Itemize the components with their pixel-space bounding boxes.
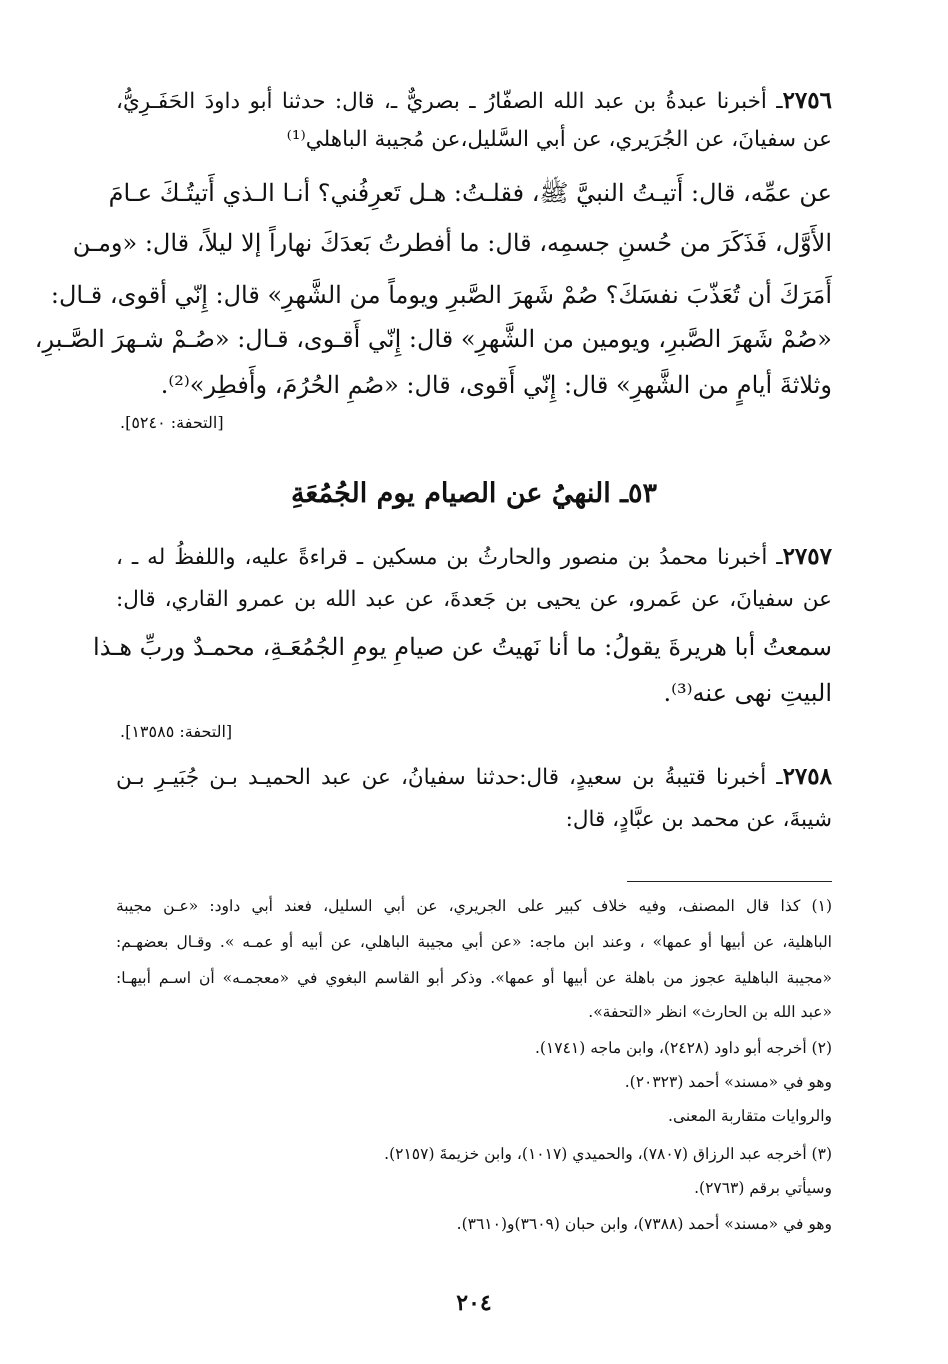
footnote-line: «عبد الله بن الحارث» انظر «التحفة».: [588, 1003, 832, 1021]
hadith-2756-line-1: ٢٧٥٦ـ أخبرنا عبدةُ بن عبد الله الصفّارُ ـ بصريٌّ ـ، قال: حدثنا أبو داودَ الحَفَـرِيُّ،: [116, 87, 832, 114]
hadith-2758-line-1: ٢٧٥٨ـ أخبرنا قتيبةُ بن سعيدٍ، قال:حدثنا سفيانُ، عن عبد الحميـد بـن جُبَيـرِ بـن: [116, 763, 832, 790]
tuhfa-reference: [التحفة: ١٣٥٨٥].: [120, 722, 233, 741]
section-heading: ٥٣ـ النهيُ عن الصيام يوم الجُمُعَةِ: [290, 478, 658, 509]
hadith-number: ٢٧٥٦: [782, 87, 832, 114]
footnote-line: «مجيبة الباهلية عجوز من باهلة عن أبيها أو عمها». وذكر أبو القاسم البغوي في «معجمـه» أن اسـم أبيهـا:: [116, 969, 832, 987]
hadith-2757-line-4: البيتِ نهى عنه⁽³⁾.: [663, 679, 832, 707]
footnote-line: وسيأتي برقم (٢٧٦٣).: [694, 1179, 832, 1197]
hadith-2756-line-6: «صُمْ شَهرَ الصَّبرِ، ويومين من الشَّهرِ» قال: إِنّي أَقـوى، قـال: «صُـمْ شـهرَ الصَّـبرِ،: [34, 325, 832, 353]
hadith-2756-line-3: عن عمِّه، قال: أَتيـتُ النبيَّ ﷺ، فقلـتُ: هـل تَعرِفُني؟ أنـا الـذي أَتيتُـكَ عـامَ: [108, 179, 832, 207]
footnote-line: (١) كذا قال المصنف، وفيه خلاف كبير على الجريري، عن أبي السليل، فعند أبي داود: «عـن مجيبة: [116, 897, 832, 915]
tuhfa-reference: [التحفة: ٥٢٤٠].: [120, 413, 224, 432]
hadith-2757-line-3: سمعتُ أبا هريرةَ يقولُ: ما أنا نَهيتُ عن صيامِ يومِ الجُمُعَـةِ، محمـدٌ وربِّ هـذا: [93, 633, 832, 661]
footnote-line: وهو في «مسند» أحمد (٧٣٨٨)، وابن حبان (٣٦٠٩)و(٣٦١٠).: [456, 1215, 832, 1233]
footnote-line: (٣) أخرجه عبد الرزاق (٧٨٠٧)، والحميدي (١٠١٧)، وابن خزيمةَ (٢١٥٧).: [384, 1145, 832, 1163]
hadith-2757-line-1: ٢٧٥٧ـ أخبرنا محمدُ بن منصور والحارثُ بن مسكين ـ قراءةً عليه، واللفظُ له ـ ،: [116, 543, 832, 570]
footnote-divider: [627, 881, 832, 882]
footnote-line: وهو في «مسند» أحمد (٢٠٣٢٣).: [624, 1073, 832, 1091]
footnote-line: الباهلية، عن أبيها أو عمها» ، وعند ابن ماجه: «عن أبي مجيبة الباهلي، عن أبيه أو عمـه ». وقـال بعضهـم:: [116, 933, 832, 951]
footnote-line: والروايات متقاربة المعنى.: [668, 1107, 832, 1125]
hadith-number: ٢٧٥٨: [782, 763, 832, 790]
hadith-2756-line-5: أَمَرَكَ أن تُعَذّبَ نفسَكَ؟ صُمْ شَهرَ الصَّبرِ ويوماً من الشَّهرِ» قال: إِنّي أقوى، قـال:: [50, 281, 832, 309]
footnote-line: (٢) أخرجه أبو داود (٢٤٢٨)، وابن ماجه (١٧٤١).: [534, 1039, 832, 1057]
page-number: ٢٠٤: [456, 1290, 492, 1316]
hadith-2756-line-4: الأَوَّل، فَذَكَرَ من حُسنِ جسمِه، قال: ما أفطرتُ بَعدَكَ نهاراً إلا ليلاً، قال: «ومـن: [72, 229, 832, 257]
hadith-2757-line-2: عن سفيانَ، عن عَمرو، عن يحيى بن جَعدةَ، عن عبد الله بن عمرو القاري، قال:: [116, 587, 832, 612]
hadith-2756-line-7: وثلاثةَ أيامٍ من الشَّهرِ» قال: إِنّي أَقوى، قال: «صُمِ الحُرُمَ، وأَفطِر»⁽²⁾.: [160, 371, 832, 399]
hadith-number: ٢٧٥٧: [782, 543, 832, 570]
hadith-2758-line-2: شيبةَ، عن محمد بن عبَّادٍ، قال:: [565, 807, 832, 832]
hadith-2756-line-2: عن سفيانَ، عن الجُرَيري، عن أبي السَّليل،عن مُجيبة الباهلي⁽¹⁾: [286, 127, 832, 152]
